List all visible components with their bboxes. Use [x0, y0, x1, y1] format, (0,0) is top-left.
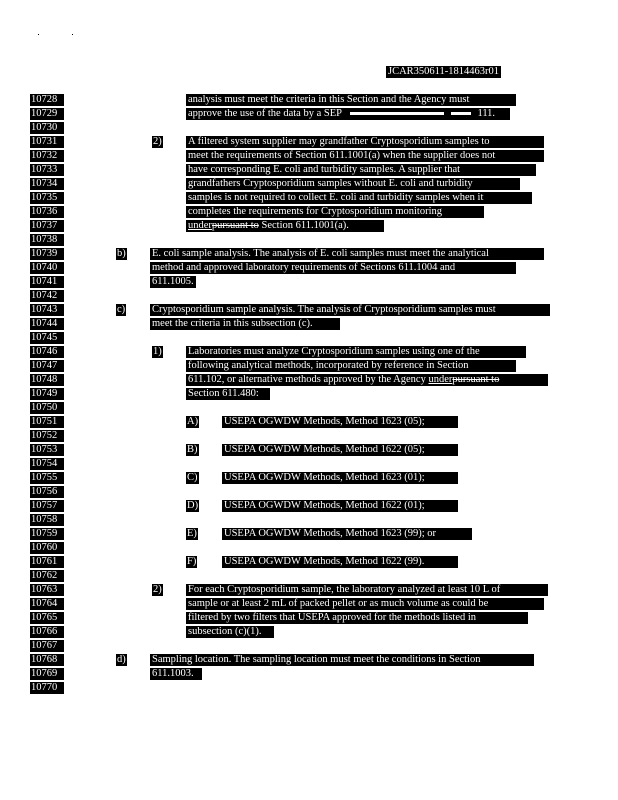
line-number: 10761	[30, 556, 64, 568]
text-line: Section 611.480:	[186, 388, 270, 400]
line-number: 10757	[30, 500, 64, 512]
line-number: 10750	[30, 402, 64, 414]
text-line: sample or at least 2 mL of packed pellet or as much volume as could be	[186, 598, 544, 610]
text-line	[186, 220, 384, 232]
text-segment: approve the use of the data by a SEP	[188, 108, 342, 119]
line-number: 10768	[30, 654, 64, 666]
line-number: 10731	[30, 136, 64, 148]
item-marker: 1)	[153, 346, 162, 357]
text-line	[186, 108, 510, 120]
text-line: E. coli sample analysis. The analysis of E. coli samples must meet the analytical	[150, 248, 544, 260]
line-number: 10745	[30, 332, 64, 344]
text-line: 611.1003.	[150, 668, 202, 680]
line-number: 10733	[30, 164, 64, 176]
text-line: For each Cryptosporidium sample, the laboratory analyzed at least 10 L of	[186, 584, 548, 596]
text-segment: Section 611.1001(a).	[258, 220, 349, 231]
line-number: 10762	[30, 570, 64, 582]
line-number: 10748	[30, 374, 64, 386]
list-item: USEPA OGWDW Methods, Method 1623 (01);	[222, 472, 458, 484]
text-line: Cryptosporidium sample analysis. The analysis of Cryptosporidium samples must	[150, 304, 550, 316]
list-item-marker: A)	[187, 416, 199, 427]
list-item: USEPA OGWDW Methods, Method 1622 (01);	[222, 500, 458, 512]
line-number: 10764	[30, 598, 64, 610]
text-line: meet the requirements of Section 611.1001(a) when the supplier does not	[186, 150, 544, 162]
text-line: Laboratories must analyze Cryptosporidium samples using one of the	[186, 346, 526, 358]
scan-speck	[72, 34, 73, 35]
text-line: Sampling location. The sampling location must meet the conditions in Section	[150, 654, 534, 666]
text-line: method and approved laboratory requirements of Sections 611.1004 and	[150, 262, 516, 274]
line-number: 10758	[30, 514, 64, 526]
line-number: 10769	[30, 668, 64, 680]
redacted-segment	[350, 112, 444, 115]
item-marker: d)	[117, 654, 126, 665]
list-item: USEPA OGWDW Methods, Method 1623 (05);	[222, 416, 458, 428]
list-item: USEPA OGWDW Methods, Method 1622 (05);	[222, 444, 458, 456]
inserted-text: under	[188, 220, 212, 231]
line-number: 10728	[30, 94, 64, 106]
line-number: 10740	[30, 262, 64, 274]
list-item: USEPA OGWDW Methods, Method 1622 (99).	[222, 556, 458, 568]
line-number: 10736	[30, 206, 64, 218]
line-number: 10755	[30, 472, 64, 484]
line-number: 10759	[30, 528, 64, 540]
list-item-marker: B)	[187, 444, 198, 455]
line-number: 10753	[30, 444, 64, 456]
text-line: grandfathers Cryptosporidium samples without E. coli and turbidity	[186, 178, 520, 190]
line-number: 10752	[30, 430, 64, 442]
item-marker: 2)	[153, 584, 162, 595]
text-line: A filtered system supplier may grandfather Cryptosporidium samples to	[186, 136, 544, 148]
line-number: 10741	[30, 276, 64, 288]
line-number: 10738	[30, 234, 64, 246]
list-item: USEPA OGWDW Methods, Method 1623 (99); or	[222, 528, 472, 540]
inserted-text: under	[428, 374, 453, 385]
line-number: 10763	[30, 584, 64, 596]
line-number: 10746	[30, 346, 64, 358]
document-id-header: JCAR350611-1814463r01	[388, 66, 500, 77]
text-line: completes the requirements for Cryptosporidium monitoring	[186, 206, 484, 218]
list-item-marker: D)	[187, 500, 199, 511]
text-line: analysis must meet the criteria in this Section and the Agency must	[186, 94, 516, 106]
line-number: 10747	[30, 360, 64, 372]
line-number: 10739	[30, 248, 64, 260]
deleted-text: pursuant to	[452, 374, 500, 385]
deleted-text: pursuant to	[211, 220, 259, 231]
line-number: 10729	[30, 108, 64, 120]
line-number: 10742	[30, 290, 64, 302]
text-line: meet the criteria in this subsection (c).	[150, 318, 340, 330]
scan-speck	[38, 34, 39, 35]
line-number: 10732	[30, 150, 64, 162]
line-number: 10737	[30, 220, 64, 232]
line-number: 10765	[30, 612, 64, 624]
line-number: 10743	[30, 304, 64, 316]
text-line: have corresponding E. coli and turbidity samples. A supplier that	[186, 164, 536, 176]
line-number: 10751	[30, 416, 64, 428]
line-number: 10744	[30, 318, 64, 330]
text-segment: 611.102, or alternative methods approved by the Agency	[188, 374, 429, 385]
line-number: 10735	[30, 192, 64, 204]
list-item-marker: F)	[187, 556, 197, 567]
list-item-marker: C)	[187, 472, 198, 483]
text-line: filtered by two filters that USEPA approved for the methods listed in	[186, 612, 528, 624]
line-number: 10749	[30, 388, 64, 400]
text-line: 611.1005.	[150, 276, 196, 288]
text-line: following analytical methods, incorporated by reference in Section	[186, 360, 516, 372]
list-item-marker: E)	[187, 528, 197, 539]
item-marker: c)	[117, 304, 126, 315]
redacted-segment	[451, 112, 471, 115]
line-number: 10754	[30, 458, 64, 470]
line-number: 10766	[30, 626, 64, 638]
item-marker: b)	[117, 248, 126, 259]
line-number: 10756	[30, 486, 64, 498]
text-segment: 111.	[477, 108, 496, 119]
text-line	[186, 374, 548, 386]
line-number: 10760	[30, 542, 64, 554]
item-marker: 2)	[153, 136, 162, 147]
line-number: 10767	[30, 640, 64, 652]
line-number: 10770	[30, 682, 64, 694]
text-line: samples is not required to collect E. coli and turbidity samples when it	[186, 192, 532, 204]
line-number: 10730	[30, 122, 64, 134]
line-number: 10734	[30, 178, 64, 190]
text-line: subsection (c)(1).	[186, 626, 274, 638]
